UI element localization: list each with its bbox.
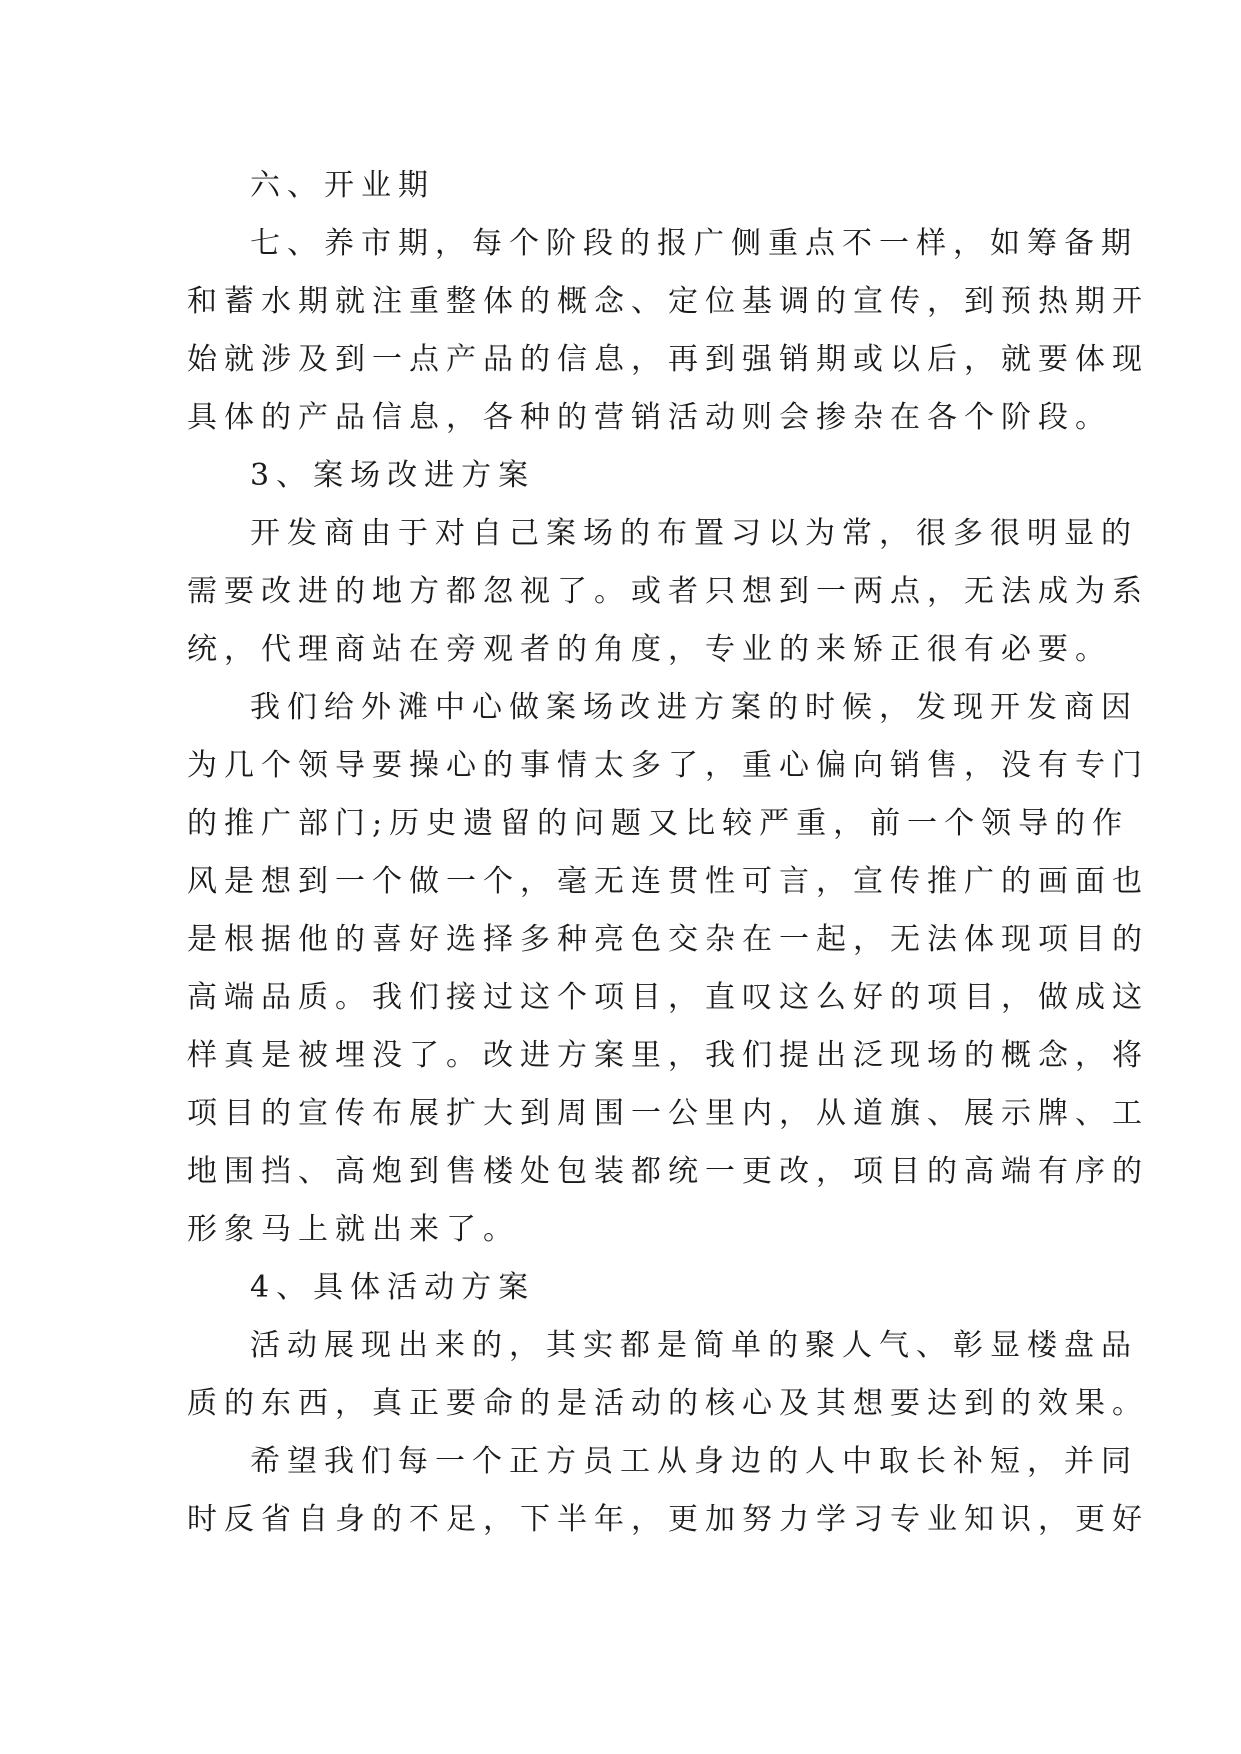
document-body (187, 157, 1149, 1549)
text-line: 统，代理商站在旁观者的角度，专业的来矫正很有必要。 (187, 632, 1112, 667)
text-line: 高端品质。我们接过这个项目，直叹这么好的项目，做成这 (187, 980, 1149, 1015)
text-line: 质的东西，真正要命的是活动的核心及其想要达到的效果。 (187, 1386, 1149, 1421)
text-line: 六、开业期 (250, 168, 435, 203)
section-heading: 3、案场改进方案 (250, 458, 536, 493)
text-line: 时反省自身的不足，下半年，更加努力学习专业知识，更好 (187, 1502, 1149, 1537)
section-heading: 4、具体活动方案 (250, 1270, 536, 1305)
paragraph-opening-stage (187, 157, 1057, 215)
text-line: 的推广部门;历史遗留的问题又比较严重，前一个领导的作 (187, 806, 1130, 841)
paragraph-activity-core (187, 1317, 1149, 1433)
text-line: 需要改进的地方都忽视了。或者只想到一两点，无法成为系 (187, 574, 1149, 609)
text-line: 希望我们每一个正方员工从身边的人中取长补短，并同 (250, 1444, 1138, 1479)
text-line: 开发商由于对自己案场的布置习以为常，很多很明显的 (250, 516, 1138, 551)
heading-activity-plan (187, 1259, 1057, 1317)
paragraph-bund-center-case (187, 679, 1149, 1259)
text-line: 活动展现出来的，其实都是简单的聚人气、彰显楼盘品 (250, 1328, 1138, 1363)
text-line: 项目的宣传布展扩大到周围一公里内，从道旗、展示牌、工 (187, 1096, 1149, 1131)
text-line: 是根据他的喜好选择多种亮色交杂在一起，无法体现项目的 (187, 922, 1149, 957)
text-line: 地围挡、高炮到售楼处包装都统一更改，项目的高端有序的 (187, 1154, 1149, 1189)
text-line: 具体的产品信息，各种的营销活动则会掺杂在各个阶段。 (187, 400, 1112, 435)
text-line: 和蓄水期就注重整体的概念、定位基调的宣传，到预热期开 (187, 284, 1149, 319)
text-line: 形象马上就出来了。 (187, 1212, 520, 1247)
paragraph-market-nurturing-stage (187, 215, 1149, 447)
text-line: 样真是被埋没了。改进方案里，我们提出泛现场的概念，将 (187, 1038, 1149, 1073)
text-line: 七、养市期，每个阶段的报广侧重点不一样，如筹备期 (250, 226, 1138, 261)
paragraph-developer-site (187, 505, 1149, 679)
text-line: 为几个领导要操心的事情太多了，重心偏向销售，没有专门 (187, 748, 1149, 783)
paragraph-staff-hope (187, 1433, 1149, 1549)
heading-sales-site-improvement (187, 447, 1057, 505)
text-line: 始就涉及到一点产品的信息，再到强销期或以后，就要体现 (187, 342, 1149, 377)
text-line: 风是想到一个做一个，毫无连贯性可言，宣传推广的画面也 (187, 864, 1149, 899)
text-line: 我们给外滩中心做案场改进方案的时候，发现开发商因 (250, 690, 1138, 725)
